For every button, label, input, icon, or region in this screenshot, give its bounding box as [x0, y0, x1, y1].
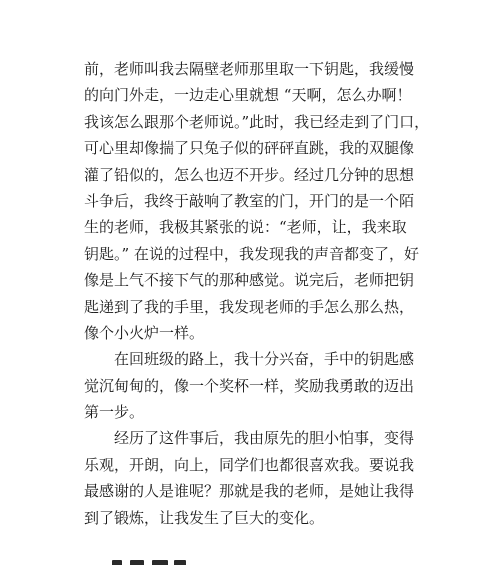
text-line: 灌了铅似的，怎么也迈不开步。经过几分钟的思想 — [84, 165, 415, 184]
text-line: 生的老师，我极其紧张的说：“老师，让，我来取 — [84, 218, 407, 237]
text-line: 到了锻炼，让我发生了巨大的变化。 — [84, 508, 325, 527]
text-line: 我该怎么跟那个老师说。”此时，我已经走到了门口， — [84, 112, 430, 131]
text-line: 经历了这件事后，我由原先的胆小怕事，变得 — [84, 429, 415, 448]
text-line: 像是上气不接下气的那种感觉。说完后，老师把钥 — [84, 271, 415, 290]
text-line: 可心里却像揣了只兔子似的砰砰直跳，我的双腿像 — [84, 139, 415, 158]
text-line: 匙递到了我的手里，我发现老师的手怎么那么热， — [84, 297, 415, 316]
text-line: 的向门外走，一边走心里就想 “天啊，怎么办啊！ — [84, 86, 412, 105]
text-line: 前，老师叫我去隔壁老师那里取一下钥匙，我缓慢 — [84, 60, 415, 78]
essay-text — [84, 56, 430, 531]
text-line: 最感谢的人是谁呢？那就是我的老师，是她让我得 — [84, 482, 415, 501]
text-line: 在回班级的路上，我十分兴奋，手中的钥匙感 — [84, 350, 415, 369]
cut-off-text-fragment — [112, 556, 202, 565]
text-line: 第一步。 — [84, 403, 145, 422]
text-line: 乐观，开朗，向上，同学们也都很喜欢我。要说我 — [84, 455, 415, 474]
text-line: 钥匙。” 在说的过程中，我发现我的声音都变了，好 — [84, 244, 419, 263]
text-line: 觉沉甸甸的，像一个奖杯一样，奖励我勇敢的迈出 — [84, 376, 415, 395]
text-line: 斗争后，我终于敲响了教室的门，开门的是一个陌 — [84, 191, 415, 210]
text-line: 像个小火炉一样。 — [84, 323, 205, 342]
